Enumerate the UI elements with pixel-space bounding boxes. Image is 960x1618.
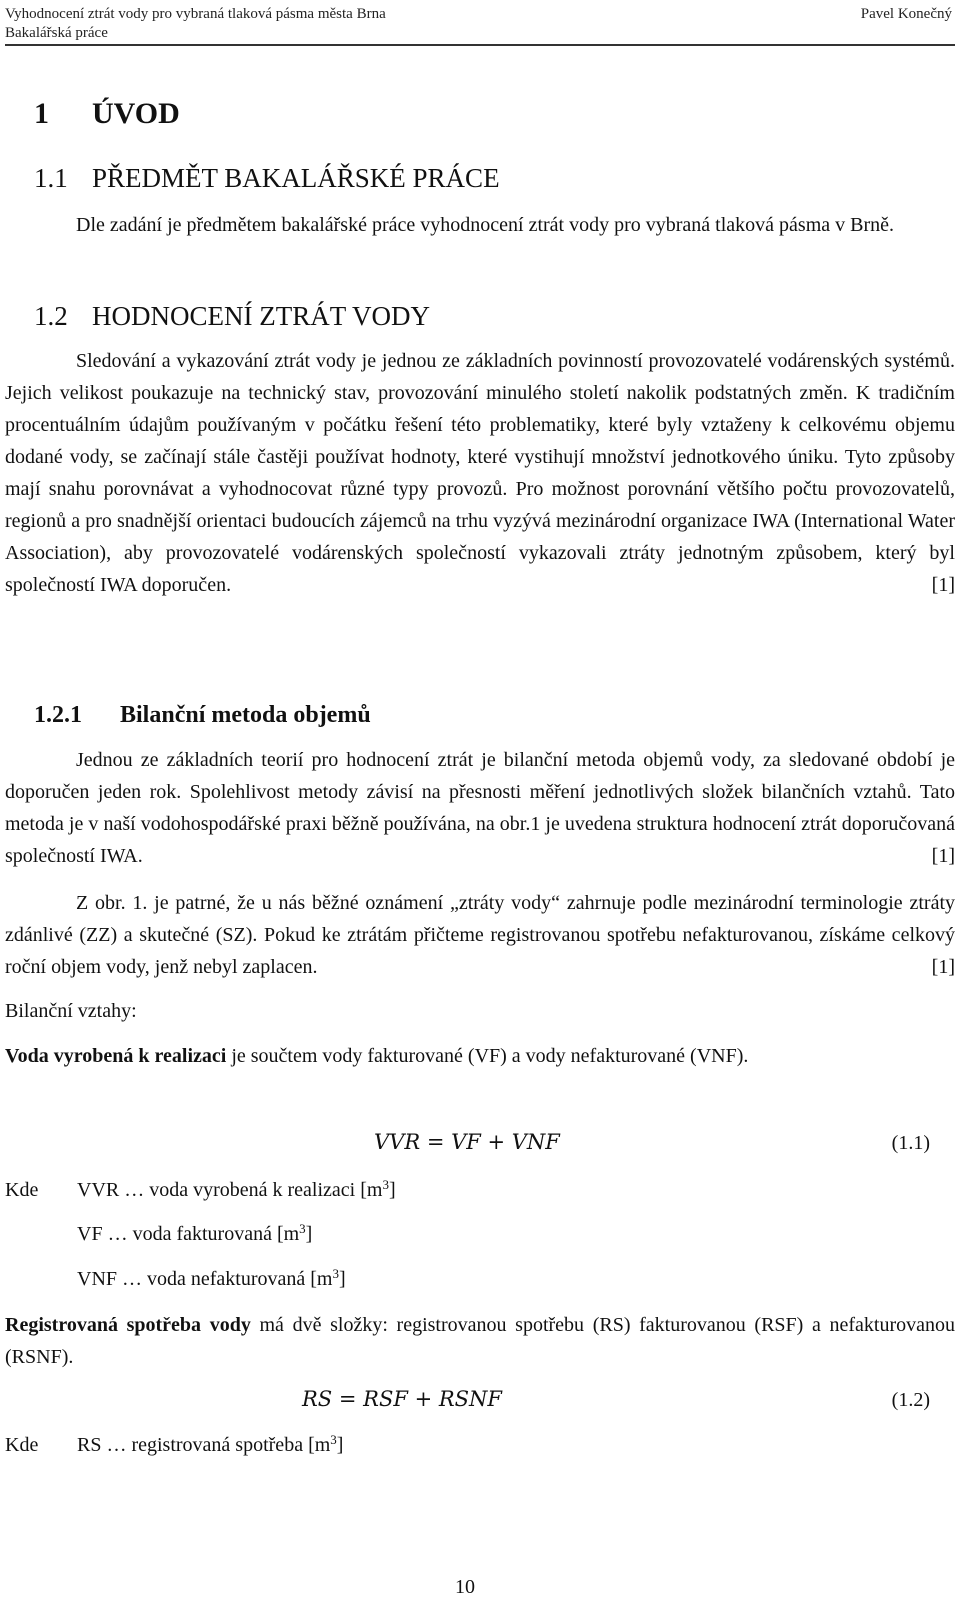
where-label-2: Kde bbox=[5, 1434, 39, 1456]
equation-1-1: VVR = VF + VNF bbox=[374, 1130, 560, 1154]
where-label-1: Kde bbox=[5, 1179, 39, 1201]
running-header-subtitle: Bakalářská práce bbox=[5, 25, 108, 41]
citation-3: [1] bbox=[931, 956, 955, 978]
page-number: 10 bbox=[455, 1576, 475, 1598]
running-header-title: Vyhodnocení ztrát vody pro vybraná tlaková pásma města Brna bbox=[5, 6, 386, 22]
section-1-2-number: 1.2 bbox=[34, 301, 68, 331]
section-1-1-number: 1.1 bbox=[34, 163, 68, 193]
section-1-2-1-paragraph-1 bbox=[5, 744, 955, 872]
section-1-2-text: Sledování a vykazování ztrát vody je jednou ze základních povinností provozovatelé vodárenských systémů. Jejich velikost poukazuje na technický stav, provozování minulého století nakolik podstatných změn. K tradičním procentuálním údajům používaným v počátku řešení této problematiky, které byly vztaženy k celkovému objemu dodané vody, se začínají stále častěji používat hodnoty, které vystihují množství jednotkového úniku. Tyto způsoby mají snahu porovnávat a vyhodnocovat různé typy provozů. Pro možnost porovnání většího počtu provozovatelů, regionů a pro snadnější orientaci budoucích zájemců na trhu vyzývá mezinárodní organizace IWA (International Water Association), aby provozovatelé vodárenských společností vykazovali ztráty jednotným způsobem, který byl společností IWA doporučen. bbox=[5, 350, 955, 596]
definition-vnf: VNF … voda nefakturovaná $[m^3]$ bbox=[77, 1265, 346, 1290]
definition-rs: RS … registrovaná spotřeba $[m^3]$ bbox=[77, 1431, 344, 1456]
section-1-2-paragraph bbox=[5, 345, 955, 601]
equation-1-1-number: (1.1) bbox=[891, 1132, 930, 1154]
citation-1: [1] bbox=[931, 574, 955, 596]
section-1-1-text: Dle zadání je předmětem bakalářské práce vyhodnocení ztrát vody pro vybraná tlaková pásma v Brně. bbox=[76, 214, 895, 236]
registered-consumption-text: má dvě složky: registrovanou spotřebu (RS) fakturovanou (RSF) a nefakturovanou (RSNF). bbox=[5, 1314, 956, 1368]
header-rule bbox=[5, 44, 955, 46]
citation-2: [1] bbox=[931, 845, 955, 867]
registered-consumption-term: Registrovaná spotřeba vody bbox=[5, 1314, 251, 1336]
produced-water-paragraph bbox=[5, 1040, 955, 1072]
produced-water-text: je součtem vody fakturované (VF) a vody nefakturované (VNF). bbox=[226, 1045, 749, 1067]
section-1-2-1-title: Bilanční metoda objemů bbox=[120, 702, 371, 728]
method-text: Jednou ze základních teorií pro hodnocení ztrát je bilanční metoda objemů vody, za sledované období je doporučen jeden rok. Spolehlivost metody závisí na přesnosti měření jednotlivých složek bilančních vztahů. Tato metoda je v naší vodohospodářské praxi běžně používána, na obr.1 je uvedena struktura hodnocení ztrát doporučovaná společností IWA. bbox=[5, 749, 955, 867]
loss-text: Z obr. 1. je patrné, že u nás běžné oznámení „ztráty vody“ zahrnuje podle mezinárodní terminologie ztráty zdánlivé (ZZ) a skutečné (SZ). Pokud ke ztrátám přičteme registrovanou spotřebu nefakturovanou, získáme celkový roční objem vody, jenž nebyl zaplacen. bbox=[5, 892, 955, 978]
produced-water-term: Voda vyrobená k realizaci bbox=[5, 1045, 227, 1067]
section-1-1-title: PŘEDMĚT BAKALÁŘSKÉ PRÁCE bbox=[92, 163, 500, 193]
section-1-2-1-paragraph-2 bbox=[5, 887, 955, 983]
running-header-author: Pavel Konečný bbox=[860, 6, 952, 22]
registered-consumption-paragraph bbox=[5, 1309, 955, 1373]
section-1-2-1-number: 1.2.1 bbox=[34, 702, 82, 728]
chapter-title: ÚVOD bbox=[92, 97, 180, 130]
equation-1-2-number: (1.2) bbox=[891, 1389, 930, 1411]
section-1-2-title: HODNOCENÍ ZTRÁT VODY bbox=[92, 301, 430, 331]
definition-vvr: VVR … voda vyrobená k realizaci $[m^3]$ bbox=[77, 1176, 396, 1201]
section-1-1-paragraph bbox=[5, 209, 955, 241]
chapter-number: 1 bbox=[34, 97, 49, 130]
balance-relations-label: Bilanční vztahy: bbox=[5, 1000, 137, 1022]
equation-1-2: RS = RSF + RSNF bbox=[302, 1387, 503, 1411]
definition-vf: VF … voda fakturovaná $[m^3]$ bbox=[77, 1220, 313, 1245]
